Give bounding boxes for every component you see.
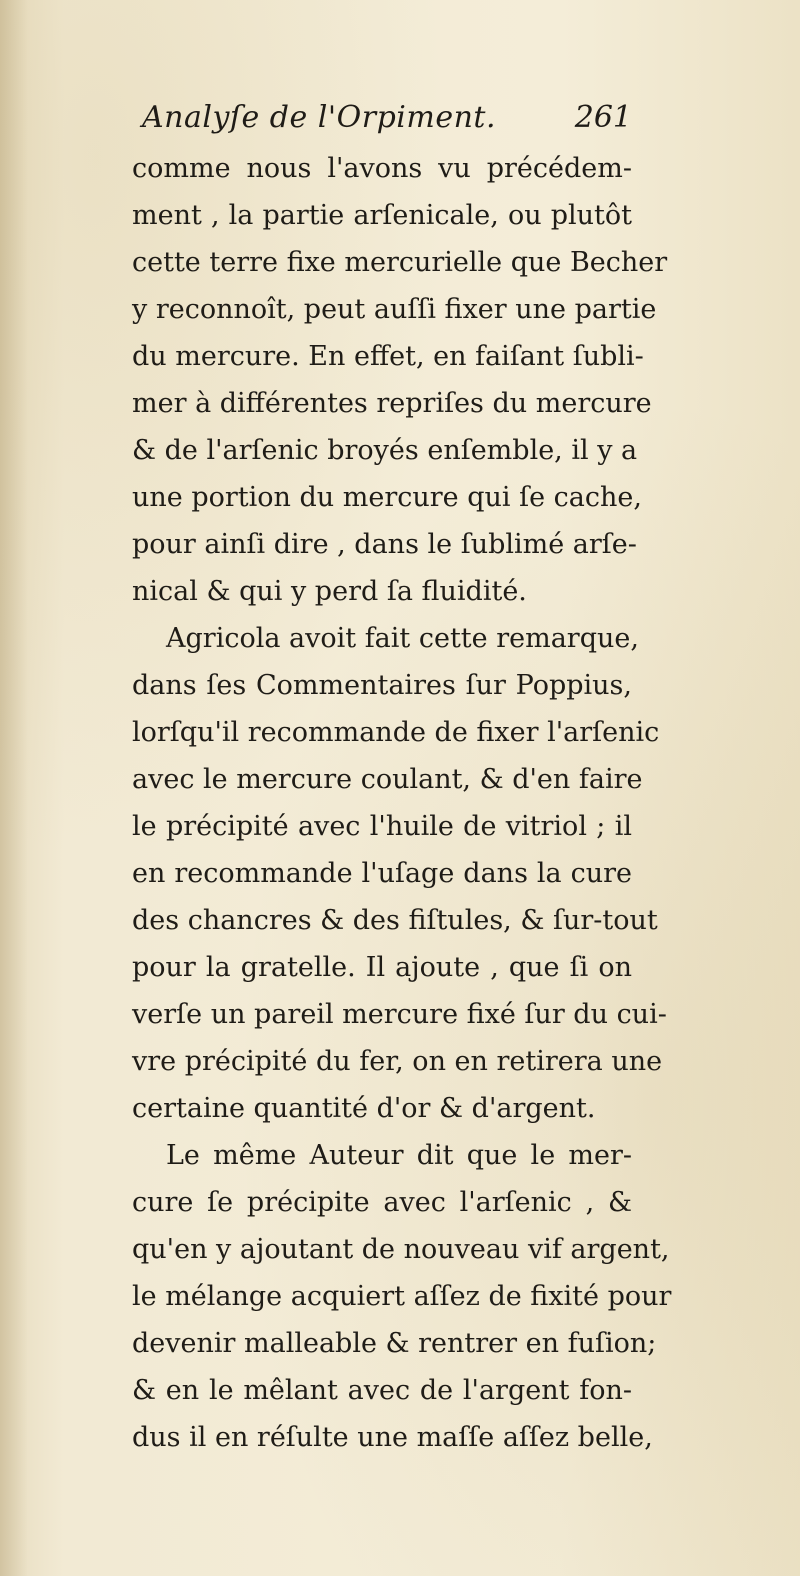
text-line: vre précipité du fer, on en retirera une — [132, 1046, 663, 1077]
text-line: du mercure. En effet, en faiſant ſubli- — [132, 341, 644, 372]
text-line: qu'en y ajoutant de nouveau vif argent, — [132, 1234, 670, 1265]
text-line: cette terre fixe mercurielle que Becher — [132, 247, 668, 278]
text-line: une portion du mercure qui ſe cache, — [132, 482, 642, 513]
paragraph-start-line: Le même Auteur dit que le mer- — [166, 1140, 632, 1171]
text-line: le précipité avec l'huile de vitriol ; il — [132, 811, 632, 842]
text-line: cure ſe précipite avec l'arſenic , & — [132, 1187, 632, 1218]
page-gutter-shadow — [0, 0, 28, 1576]
text-line: des chancres & des fiſtules, & ſur-tout — [132, 905, 658, 936]
text-line: devenir malleable & rentrer en fuſion; — [132, 1328, 657, 1359]
text-line: dans ſes Commentaires ſur Poppius, — [132, 670, 632, 701]
text-line: lorſqu'il recommande de fixer l'arſenic — [132, 717, 660, 748]
text-line: le mélange acquiert aſſez de fixité pour — [132, 1281, 672, 1312]
page-header — [142, 96, 632, 146]
text-line: en recommande l'uſage dans la cure — [132, 858, 632, 889]
text-line: ment , la partie arſenicale, ou plutôt — [132, 200, 632, 231]
running-title: Analyſe de l'Orpiment. — [142, 100, 496, 135]
text-line: avec le mercure coulant, & d'en faire — [132, 764, 643, 795]
page-number: 261 — [574, 100, 632, 135]
text-line: mer à différentes repriſes du mercure — [132, 388, 652, 419]
text-line: & en le mêlant avec de l'argent fon- — [132, 1375, 632, 1406]
text-line: pour la gratelle. Il ajoute , que ſi on — [132, 952, 632, 983]
text-line: comme nous l'avons vu précédem- — [132, 153, 632, 184]
text-line: & de l'arſenic broyés enſemble, il y a — [132, 435, 638, 466]
text-line: nical & qui y perd ſa fluidité. — [132, 576, 527, 607]
text-line: pour ainſi dire , dans le ſublimé arſe- — [132, 529, 637, 560]
body-text — [132, 145, 672, 1461]
text-line: verſe un pareil mercure fixé ſur du cui- — [132, 999, 667, 1030]
text-line: y reconnoît, peut auſſi fixer une partie — [132, 294, 657, 325]
paragraph-start-line: Agricola avoit fait cette remarque, — [166, 623, 639, 654]
text-line: dus il en réſulte une maſſe aſſez belle, — [132, 1422, 653, 1453]
text-line: certaine quantité d'or & d'argent. — [132, 1093, 596, 1124]
